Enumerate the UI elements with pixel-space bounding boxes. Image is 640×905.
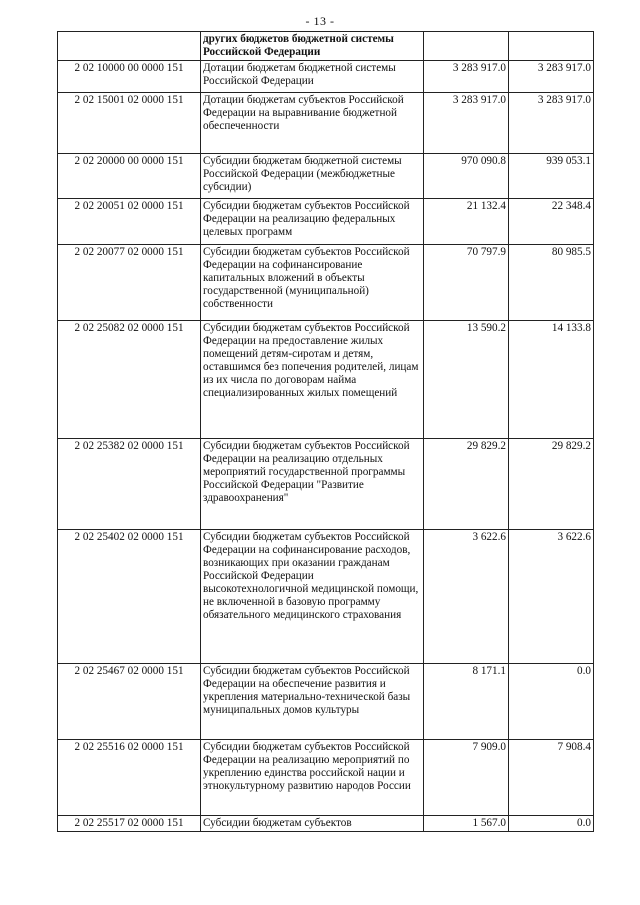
amount-cell-year1: 1 567.0 xyxy=(424,816,509,832)
table-row xyxy=(58,61,594,93)
table-row xyxy=(58,439,594,530)
amount-cell-year1: 3 622.6 xyxy=(424,530,509,664)
table-row xyxy=(58,664,594,740)
description-cell: Субсидии бюджетам субъектов Российской Федерации на реализацию федеральных целевых программ xyxy=(201,199,424,245)
table-row xyxy=(58,154,594,199)
amount-cell-year2: 3 283 917.0 xyxy=(509,61,594,93)
amount-cell-year2: 7 908.4 xyxy=(509,740,594,816)
description-cell: Субсидии бюджетам бюджетной системы Российской Федерации (межбюджетные субсидии) xyxy=(201,154,424,199)
amount-cell-year2: 0.0 xyxy=(509,816,594,832)
table-row xyxy=(58,740,594,816)
budget-code-cell: 2 02 25082 02 0000 151 xyxy=(58,321,201,439)
amount-cell-year1: 70 797.9 xyxy=(424,245,509,321)
description-cell: Субсидии бюджетам субъектов Российской Федерации на предоставление жилых помещений детям-сиротам и детям, оставшимся без попечения родителей, лицам из их числа по договорам найма специализированных жилых помещений xyxy=(201,321,424,439)
budget-code-cell: 2 02 25467 02 0000 151 xyxy=(58,664,201,740)
budget-code-cell: 2 02 25517 02 0000 151 xyxy=(58,816,201,832)
amount-cell-year2: 0.0 xyxy=(509,664,594,740)
table-row xyxy=(58,245,594,321)
description-cell: Субсидии бюджетам субъектов xyxy=(201,816,424,832)
amount-cell-year2: 3 283 917.0 xyxy=(509,93,594,154)
amount-cell-year1: 8 171.1 xyxy=(424,664,509,740)
budget-code-cell: 2 02 15001 02 0000 151 xyxy=(58,93,201,154)
description-cell: Субсидии бюджетам субъектов Российской Федерации на софинансирование расходов, возникающих при оказании гражданам Российской Федерации высокотехнологичной медицинской помощи, не включенной в базовую программу обязательного медицинского страхования xyxy=(201,530,424,664)
amount-cell-year2: 80 985.5 xyxy=(509,245,594,321)
description-cell: Субсидии бюджетам субъектов Российской Федерации на софинансирование капитальных вложений в объекты государственной (муниципальной) собственности xyxy=(201,245,424,321)
description-cell: других бюджетов бюджетной системы Российской Федерации xyxy=(201,32,424,61)
table-row xyxy=(58,816,594,832)
amount-cell-year2: 22 348.4 xyxy=(509,199,594,245)
description-cell: Субсидии бюджетам субъектов Российской Федерации на обеспечение развития и укрепления материально-технической базы муниципальных домов культуры xyxy=(201,664,424,740)
budget-code-cell: 2 02 10000 00 0000 151 xyxy=(58,61,201,93)
budget-code-cell: 2 02 20051 02 0000 151 xyxy=(58,199,201,245)
amount-cell-year1: 970 090.8 xyxy=(424,154,509,199)
description-cell: Дотации бюджетам бюджетной системы Российской Федерации xyxy=(201,61,424,93)
amount-cell-year2: 14 133.8 xyxy=(509,321,594,439)
budget-code-cell: 2 02 25402 02 0000 151 xyxy=(58,530,201,664)
budget-code-cell xyxy=(58,32,201,61)
amount-cell-year1: 3 283 917.0 xyxy=(424,93,509,154)
table-row xyxy=(58,530,594,664)
amount-cell-year2 xyxy=(509,32,594,61)
amount-cell-year1: 3 283 917.0 xyxy=(424,61,509,93)
amount-cell-year1: 21 132.4 xyxy=(424,199,509,245)
budget-code-cell: 2 02 25382 02 0000 151 xyxy=(58,439,201,530)
budget-code-cell: 2 02 25516 02 0000 151 xyxy=(58,740,201,816)
amount-cell-year1: 29 829.2 xyxy=(424,439,509,530)
amount-cell-year2: 939 053.1 xyxy=(509,154,594,199)
table-row xyxy=(58,32,594,61)
table-row xyxy=(58,93,594,154)
amount-cell-year2: 3 622.6 xyxy=(509,530,594,664)
description-cell: Дотации бюджетам субъектов Российской Федерации на выравнивание бюджетной обеспеченности xyxy=(201,93,424,154)
page-number: - 13 - xyxy=(305,14,335,28)
amount-cell-year1: 7 909.0 xyxy=(424,740,509,816)
description-cell: Субсидии бюджетам субъектов Российской Федерации на реализацию мероприятий по укреплению единства российской нации и этнокультурному развитию народов России xyxy=(201,740,424,816)
budget-revenue-table xyxy=(57,31,594,832)
table-row xyxy=(58,321,594,439)
amount-cell-year1 xyxy=(424,32,509,61)
description-cell: Субсидии бюджетам субъектов Российской Федерации на реализацию отдельных мероприятий государственной программы Российской Федерации "Развитие здравоохранения" xyxy=(201,439,424,530)
table-row xyxy=(58,199,594,245)
budget-code-cell: 2 02 20000 00 0000 151 xyxy=(58,154,201,199)
amount-cell-year2: 29 829.2 xyxy=(509,439,594,530)
budget-code-cell: 2 02 20077 02 0000 151 xyxy=(58,245,201,321)
amount-cell-year1: 13 590.2 xyxy=(424,321,509,439)
